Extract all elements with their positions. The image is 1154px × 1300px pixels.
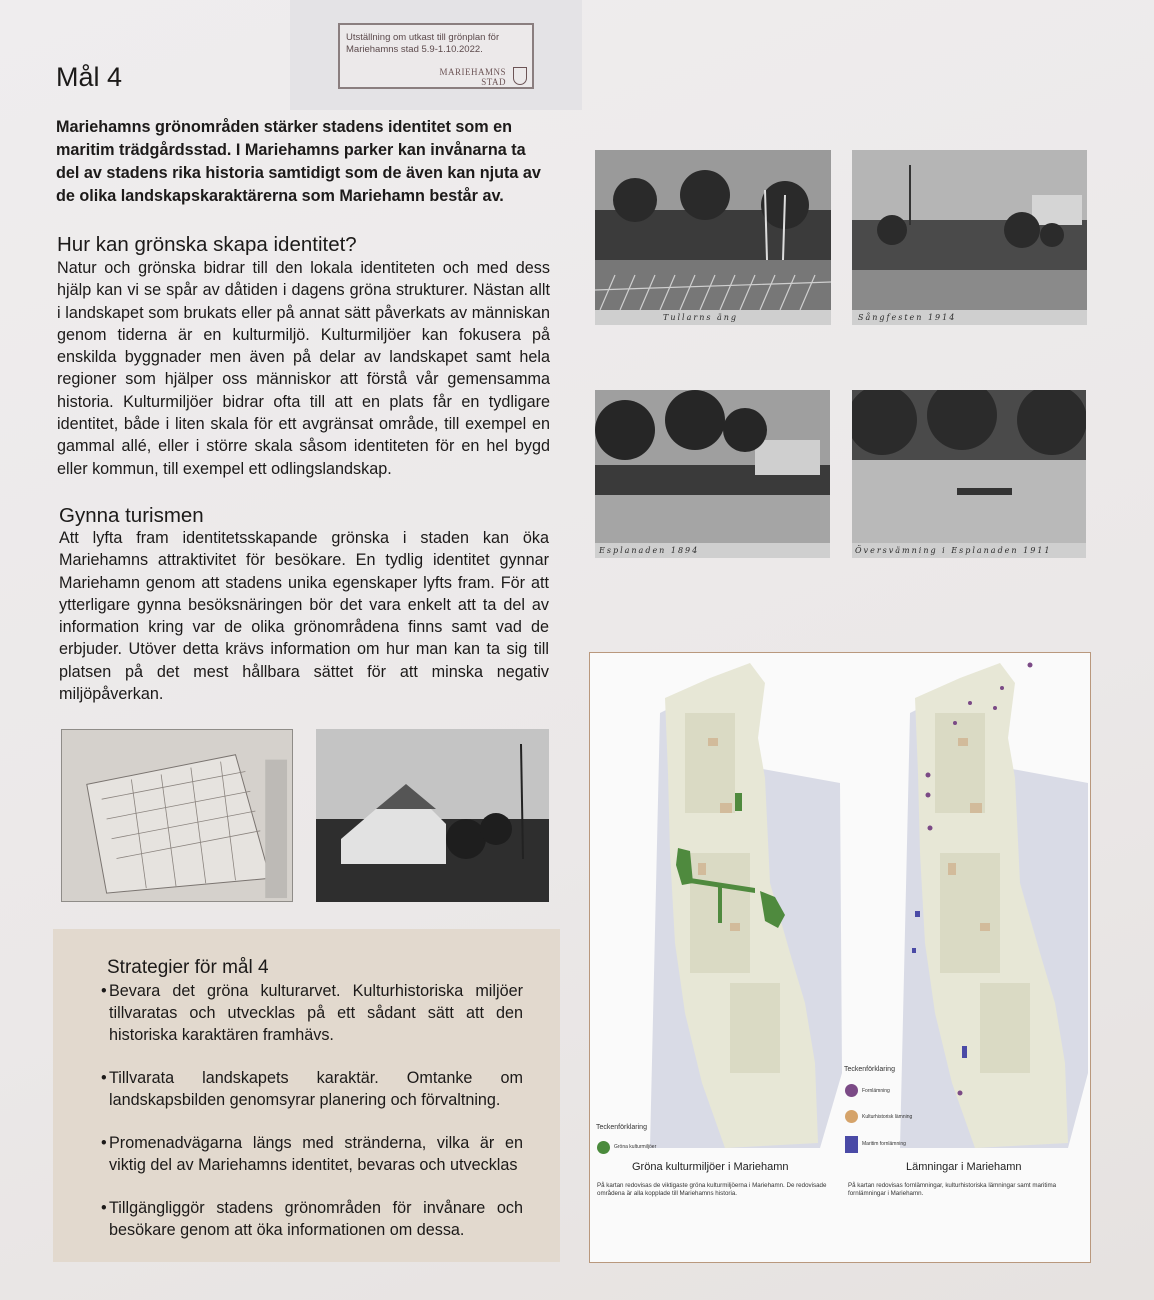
map-panel xyxy=(589,652,1091,1263)
legend-swatch-orange xyxy=(845,1110,858,1123)
bullet-icon: • xyxy=(101,982,107,1000)
map-description-left: På kartan redovisas de viktigaste gröna kulturmiljöerna i Mariehamn. De redovisade områdena är alla kopplade till Mariehamns historia. xyxy=(597,1182,827,1197)
photo-image xyxy=(852,150,1087,325)
strategy-item: • Promenadvägarna längs med stränderna, vilka är en viktig del av Mariehamns identitet, bevaras och utvecklas xyxy=(101,1134,523,1174)
bullet-icon: • xyxy=(101,1069,107,1087)
map-title-right: Lämningar i Mariehamn xyxy=(906,1161,1022,1173)
strategy-item: • Bevara det gröna kulturarvet. Kulturhistoriska miljöer tillvaratas och utvecklas på ett sådant sätt att den historiska karaktären framhävs. xyxy=(101,982,523,1044)
legend-title-right: Teckenförklaring xyxy=(844,1066,895,1073)
bullet-icon: • xyxy=(101,1134,107,1152)
bullet-icon: • xyxy=(101,1199,107,1217)
strategy-item: • Tillgängliggör stadens grönområden för invånare och besökare genom att öka informationen om dessa. xyxy=(101,1199,523,1239)
legend-label: Gröna kulturmiljöer xyxy=(614,1144,657,1150)
legend-label: Fornlämning xyxy=(862,1088,890,1094)
section-heading-identity: Hur kan grönska skapa identitet? xyxy=(57,233,357,256)
stamp-text: Utställning om utkast till grönplan för Mariehamns stad 5.9-1.10.2022. xyxy=(346,32,500,55)
map-description-right: På kartan redovisas fornlämningar, kulturhistoriska lämningar samt maritima fornlämningar i Mariehamn. xyxy=(848,1182,1057,1197)
historic-photo-villa xyxy=(316,729,549,902)
historic-photo-sangfesten xyxy=(852,150,1087,325)
section-heading-tourism: Gynna turismen xyxy=(59,504,204,527)
photo-image xyxy=(595,390,830,558)
photo-caption: Sångfesten 1914 xyxy=(852,310,1087,325)
photo-caption: Översvämning i Esplanaden 1911 xyxy=(852,543,1086,558)
map-graphics xyxy=(590,653,1090,1173)
exhibition-stamp xyxy=(338,23,534,89)
section-body-tourism: Att lyfta fram identitetsskapande grönska i staden kan öka Mariehamns attraktivitet för besökare. En tydlig identitet gynnar Mariehamn genom att stadens unika egenskaper lyfts fram. För att ytterligare gynna besöksnäringen bör det vara enkelt att ta del av information kring var de olika grönområdena finns samt vad de erbjuder. Utöver detta krävs information om hur man kan ta sig till platsen på det mest hållbara sättet för att minska negativ miljöpåverkan. xyxy=(59,529,549,704)
section-body-identity: Natur och grönska bidrar till den lokala identiteten och med dess hjälp kan vi se spår av dåtiden i dagens gröna strukturer. Nästan allt i landskapet som brukats eller på annat sätt påverkats av människan genom tiderna är en kulturmiljö. Kulturmiljöer kan fokusera på enskilda byggnader men även på delar av landskapet samt hela regioner som hjälper oss människor att förstå vår gemensamma historia. Kulturmiljöer bidrar ofta till att en plats får en tydligare identitet, både i liten skala för ett avgränsat område, till exempel en gammal allé, eller i större skala såsom identiteten för en hel bygd eller kommun, till exempel ett odlingslandskap. xyxy=(57,259,550,478)
legend-swatch-purple xyxy=(845,1084,858,1097)
map-title-left: Gröna kulturmiljöer i Mariehamn xyxy=(632,1161,789,1173)
stamp-organisation: MARIEHAMNS STAD xyxy=(439,67,506,87)
legend-swatch-blue xyxy=(845,1136,858,1153)
intro-paragraph: Mariehamns grönområden stärker stadens identitet som en maritim trädgårdsstad. I Mariehamns parker kan invånarna ta del av stadens rika historia samtidigt som de även kan njuta av de olika landskapskaraktärerna som Mariehamn består av. xyxy=(56,118,541,205)
page-title: Mål 4 xyxy=(56,62,123,92)
coat-of-arms-icon xyxy=(513,67,527,85)
legend-swatch-green xyxy=(597,1141,610,1154)
photo-image xyxy=(852,390,1086,558)
strategy-item: • Tillvarata landskapets karaktär. Omtanke om landskapsbilden genomsyrar planering och förvaltning. xyxy=(101,1069,523,1109)
photo-caption: Tullarns äng xyxy=(595,310,831,325)
photo-image xyxy=(62,730,292,901)
photo-image xyxy=(316,729,549,902)
photo-caption: Esplanaden 1894 xyxy=(595,543,830,558)
historic-town-plan xyxy=(61,729,293,902)
strategies-title: Strategier för mål 4 xyxy=(107,957,269,978)
legend-title-left: Teckenförklaring xyxy=(596,1124,647,1131)
legend-label: Kulturhistorisk lämning xyxy=(862,1114,913,1120)
historic-photo-oversvamning xyxy=(852,390,1086,558)
historic-photo-tullarns-ang xyxy=(595,150,831,325)
historic-photo-esplanaden xyxy=(595,390,830,558)
photo-image xyxy=(595,150,831,325)
legend-label: Maritim fornlämning xyxy=(862,1141,906,1147)
